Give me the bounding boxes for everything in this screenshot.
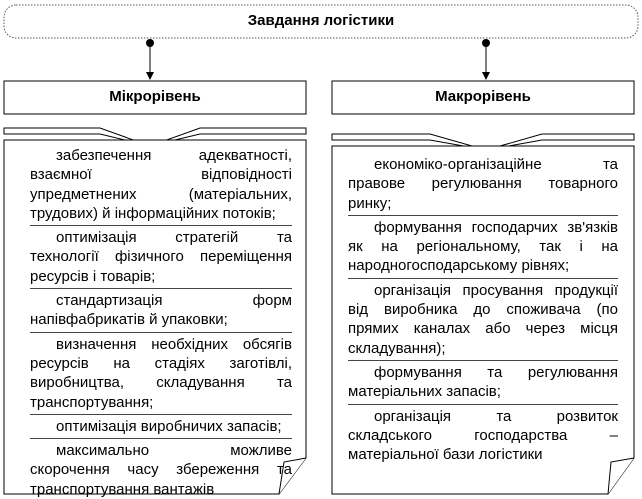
connector-left-dot [146,39,154,47]
macro-task-item: економіко-організаційне та правове регулювання товарного ринку; [348,156,618,212]
macro-task-item: формування господарчих зв'язків як на регіональному, так і на народногосподарському рівнях; [348,218,618,275]
micro-divider [30,414,292,416]
macro-task-item: організація просування продукції від виробника до споживача (по прямих каналах або через місця складування); [348,281,618,357]
macro-divider [348,278,618,280]
macro-divider [348,404,618,406]
macro-task-item: формування та регулювання матеріальних запасів; [348,363,618,401]
macro-heading: Макрорівень [435,88,531,105]
micro-task-item: стандартизація форм напівфабрикатів й упаковки; [30,292,292,329]
connector-right-arrow [482,72,490,80]
micro-task-item: оптимізація стратегій та технології фізичного переміщення ресурсів і товарів; [30,229,292,285]
micro-task-list [30,146,292,499]
micro-divider [30,288,292,290]
micro-heading: Мікрорівень [109,88,201,105]
micro-divider [30,332,292,334]
micro-task-item: оптимізація виробничих запасів; [56,417,282,435]
macro-task-item: організація та розвиток складського господарства – матеріальної бази логістики [348,407,618,464]
macro-divider [348,360,618,362]
micro-divider [30,225,292,227]
micro-divider [30,438,292,440]
macro-divider [348,215,618,217]
macro-task-list [348,155,618,464]
connector-left-arrow [146,72,154,80]
diagram-title: Завдання логістики [247,12,395,29]
micro-task-item: максимально можливе скорочення часу збереження та транспортування вантажів [30,442,292,498]
micro-task-item: забезпечення адекватності, взаємної відповідності упредметнених (матеріальних, трудових) й інформаційних потоків; [30,147,292,222]
micro-task-item: визначення необхідних обсягів ресурсів на стадіях заготівлі, виробництва, складування та транспортування; [30,335,292,411]
connector-right-dot [482,39,490,47]
